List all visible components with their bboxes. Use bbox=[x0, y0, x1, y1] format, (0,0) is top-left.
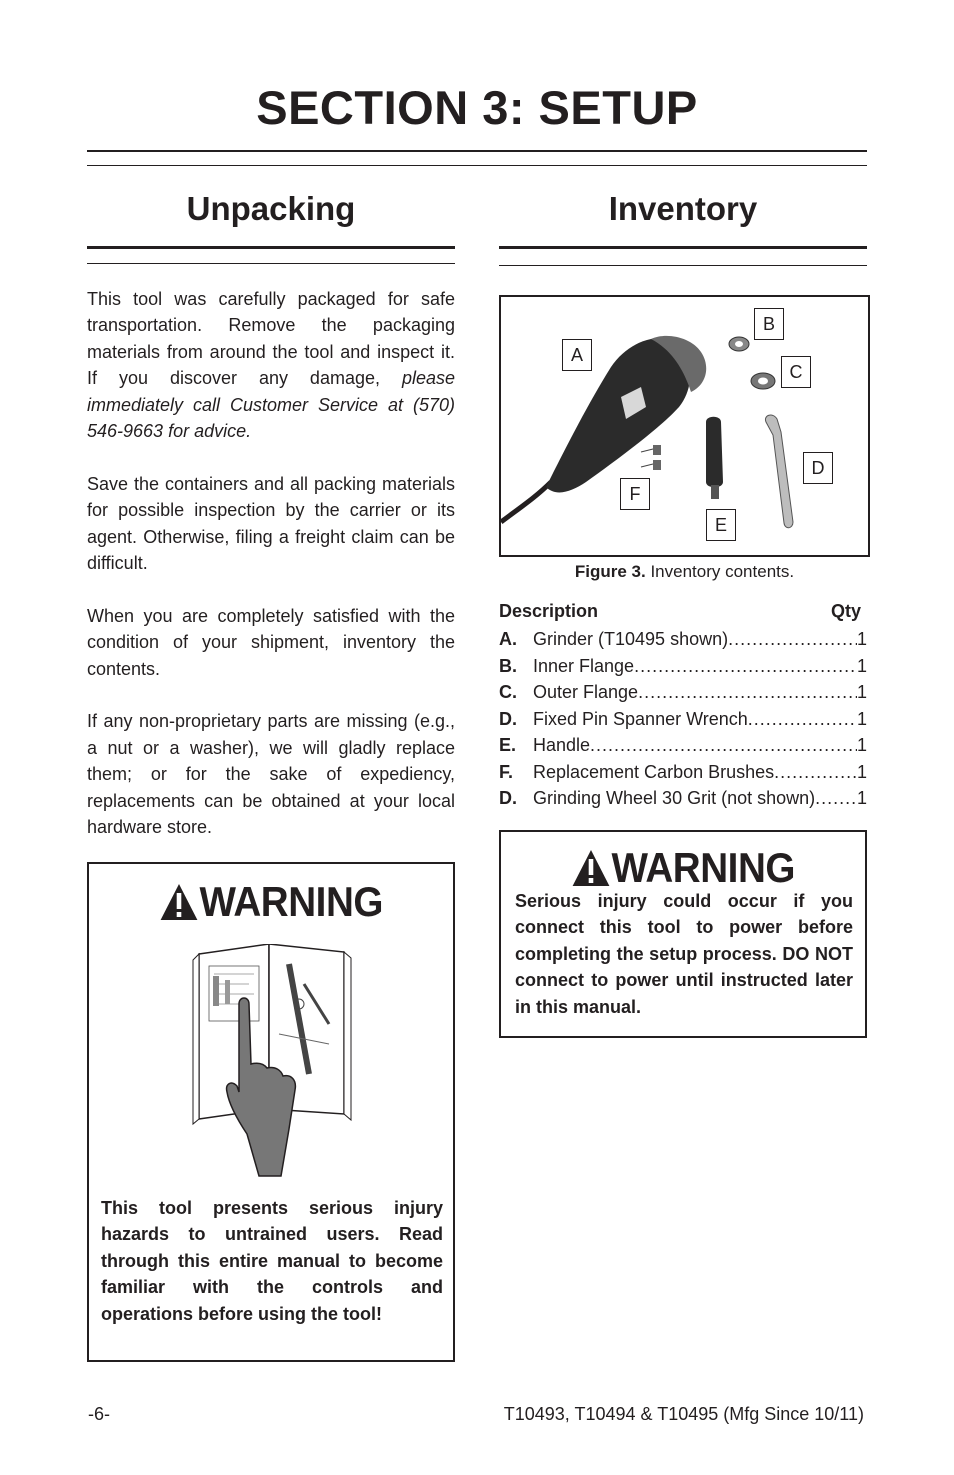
figure-label-a: A bbox=[562, 339, 592, 371]
title-rule-top bbox=[87, 150, 867, 152]
inventory-table-header bbox=[499, 601, 861, 622]
inventory-item: E. Handle ..... 1 bbox=[499, 732, 867, 759]
title-rule-bottom bbox=[87, 165, 867, 166]
unpacking-body bbox=[87, 286, 455, 867]
unpacking-paragraph-4: If any non-proprietary parts are missing (e.g., a nut or a washer), we will gladly replace them; or for the sake of expediency, replacements can be obtained at your local hardware store. bbox=[87, 711, 455, 838]
inventory-col-description: Description bbox=[499, 601, 599, 621]
warning-text: Serious injury could occur if you connect this tool to power before completing the setup process. DO NOT connect to power until instructed later in this manual. bbox=[515, 891, 853, 1017]
manual-reading-hand-icon bbox=[189, 944, 359, 1179]
warning-triangle-icon bbox=[571, 848, 611, 888]
warning-title: WARNING bbox=[199, 878, 384, 925]
inventory-item: D. Grinding Wheel 30 Grit (not shown) ..... 1 bbox=[499, 785, 867, 812]
figure-label-d: D bbox=[803, 452, 833, 484]
inventory-item: A. Grinder (T10495 shown) ..... 1 bbox=[499, 626, 867, 653]
page-number: -6- bbox=[88, 1404, 110, 1424]
unpacking-paragraph-3: When you are completely satisfied with the condition of your shipment, inventory the contents. bbox=[87, 605, 455, 679]
warning-box-power bbox=[499, 830, 867, 1038]
warning-title: WARNING bbox=[611, 844, 796, 891]
inventory-item: D. Fixed Pin Spanner Wrench ..... 1 bbox=[499, 706, 867, 733]
unpacking-rule-top bbox=[87, 246, 455, 249]
figure-label-f: F bbox=[620, 478, 650, 510]
warning-header bbox=[516, 844, 851, 892]
inventory-item: F. Replacement Carbon Brushes ..... 1 bbox=[499, 759, 867, 786]
inventory-rule-bottom bbox=[499, 265, 867, 266]
unpacking-paragraph-2: Save the containers and all packing materials for possible inspection by the carrier or its agent. Otherwise, filing a freight claim can be difficult. bbox=[87, 473, 455, 574]
inventory-photo bbox=[501, 297, 868, 555]
inventory-figure bbox=[499, 295, 870, 557]
warning-triangle-icon bbox=[159, 882, 199, 922]
figure-label-b: B bbox=[754, 308, 784, 340]
unpacking-rule-bottom bbox=[87, 263, 455, 264]
warning-header bbox=[104, 878, 439, 926]
figure-caption: Figure 3. Inventory contents. bbox=[574, 562, 795, 581]
inventory-col-qty: Qty bbox=[830, 601, 861, 621]
inventory-list bbox=[499, 626, 867, 812]
unpacking-heading: Unpacking bbox=[186, 190, 356, 227]
inventory-rule-top bbox=[499, 246, 867, 249]
inventory-item: B. Inner Flange ..... 1 bbox=[499, 653, 867, 680]
warning-box-read-manual bbox=[87, 862, 455, 1362]
warning-text: This tool presents serious injury hazards to untrained users. Read through this entire manual to become familiar with the controls and operations before using the tool! bbox=[101, 1198, 443, 1324]
inventory-item: C. Outer Flange ..... 1 bbox=[499, 679, 867, 706]
figure-label-e: E bbox=[706, 509, 736, 541]
inventory-heading: Inventory bbox=[608, 190, 758, 227]
section-title: SECTION 3: SETUP bbox=[256, 81, 698, 134]
unpacking-paragraph-1: This tool was carefully packaged for safe transportation. Remove the packaging materials from around the tool and inspect it. If you discover any damage, please immediately call Customer Service at (570) 546-9663 for advice. bbox=[87, 289, 455, 442]
footer-models: T10493, T10494 & T10495 (Mfg Since 10/11) bbox=[503, 1404, 864, 1424]
figure-label-c: C bbox=[781, 356, 811, 388]
